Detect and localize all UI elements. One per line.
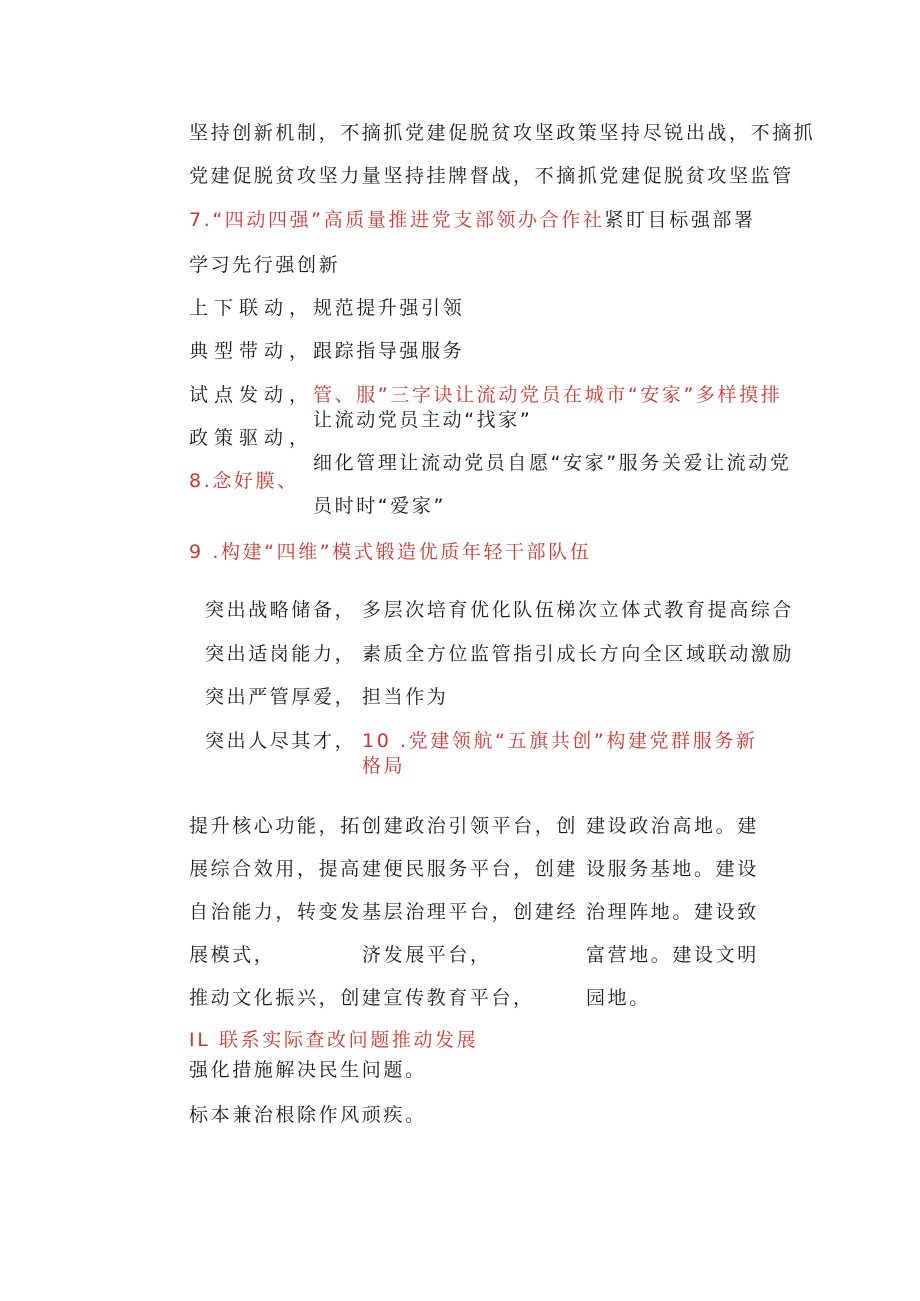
section-10-col2-line: 济发展平台， xyxy=(362,944,492,966)
section-10-heading: 10 .党建领航“五旗共创”构建党群服务新 xyxy=(362,730,758,752)
section-10-col3-line: 富营地。建设文明 xyxy=(586,944,759,966)
section-9-left-item: 突出严管厚爱， xyxy=(205,686,357,708)
section-8-line-2: 让流动党员主动“找家” xyxy=(313,409,533,431)
section-10-col3-line: 治理阵地。建设致 xyxy=(586,901,759,923)
section-10-heading-cont: 格局 xyxy=(362,755,406,777)
section-8-heading: 8.念好膜、 xyxy=(189,470,299,492)
section-8-line-3: 细化管理让流动党员自愿“安家”服务关爱让流动党 xyxy=(313,452,792,474)
section-9-left-item: 突出战略储备， xyxy=(205,599,357,621)
section-10-bottom-line: 推动文化振兴，创建宣传教育平台， xyxy=(189,987,535,1009)
section-7-item-label: 试点发动， xyxy=(189,384,315,406)
section-7-heading xyxy=(189,209,756,232)
section-10-col1-line: 提升核心功能，拓 xyxy=(189,815,362,837)
section-7-heading-tail: 紧盯目标强部署 xyxy=(604,209,756,231)
section-10-col3-line: 园地。 xyxy=(586,987,651,1009)
section-10-col2-line: 基层治理平台，创建经 xyxy=(362,901,579,923)
section-10-col1-line: 自治能力，转变发 xyxy=(189,901,362,923)
section-7-item-text: 跟踪指导强服务 xyxy=(313,340,465,362)
intro-line-1: 坚持创新机制，不摘抓党建促脱贫攻坚政策坚持尽锐出战，不摘抓 xyxy=(189,122,816,144)
section-9-right-line: 多层次培育优化队伍梯次立体式教育提高综合 xyxy=(362,599,795,621)
section-7-item-text: 规范提升强引领 xyxy=(313,297,465,319)
intro-line-2: 党建促脱贫攻坚力量坚持挂牌督战，不摘抓党建促脱贫攻坚监管 xyxy=(189,165,794,187)
section-ii-line-1: 强化措施解决民生问题。 xyxy=(189,1059,427,1081)
section-9-left-item: 突出人尽其才， xyxy=(205,730,357,752)
section-10-col2-line: 创建政治引领平台，创 xyxy=(362,815,579,837)
section-7-item-label: 政策驱动， xyxy=(189,427,315,449)
section-10-col3-line: 设服务基地。建设 xyxy=(586,858,759,880)
section-ii-heading: IL 联系实际查改问题推动发展 xyxy=(189,1029,479,1051)
section-9-right-line: 担当作为 xyxy=(362,686,449,708)
section-8-line-1: 管、服”三字诀让流动党员在城市“安家”多样摸排 xyxy=(313,384,783,406)
section-7-item-label: 典型带动， xyxy=(189,340,315,362)
section-10-col3-line: 建设政治高地。建 xyxy=(586,815,759,837)
section-ii-line-2: 标本兼治根除作风顽疾。 xyxy=(189,1104,427,1126)
section-10-col2-line: 建便民服务平台，创建 xyxy=(362,858,579,880)
section-8-line-4: 员时时“爱家” xyxy=(313,495,446,517)
section-9-left-item: 突出适岗能力， xyxy=(205,643,357,665)
section-10-col1-line: 展模式， xyxy=(189,944,276,966)
section-9-right-line: 素质全方位监管指引成长方向全区域联动激励 xyxy=(362,643,795,665)
section-10-col1-line: 展综合效用，提高 xyxy=(189,858,362,880)
section-9-heading: 9 .构建“四维”模式锻造优质年轻干部队伍 xyxy=(189,541,592,563)
section-7-heading-red: 7.“四动四强”高质量推进党支部领办合作社 xyxy=(189,209,605,231)
section-7-item-label: 上下联动， xyxy=(189,297,315,319)
section-7-study-line: 学习先行强创新 xyxy=(189,254,341,276)
